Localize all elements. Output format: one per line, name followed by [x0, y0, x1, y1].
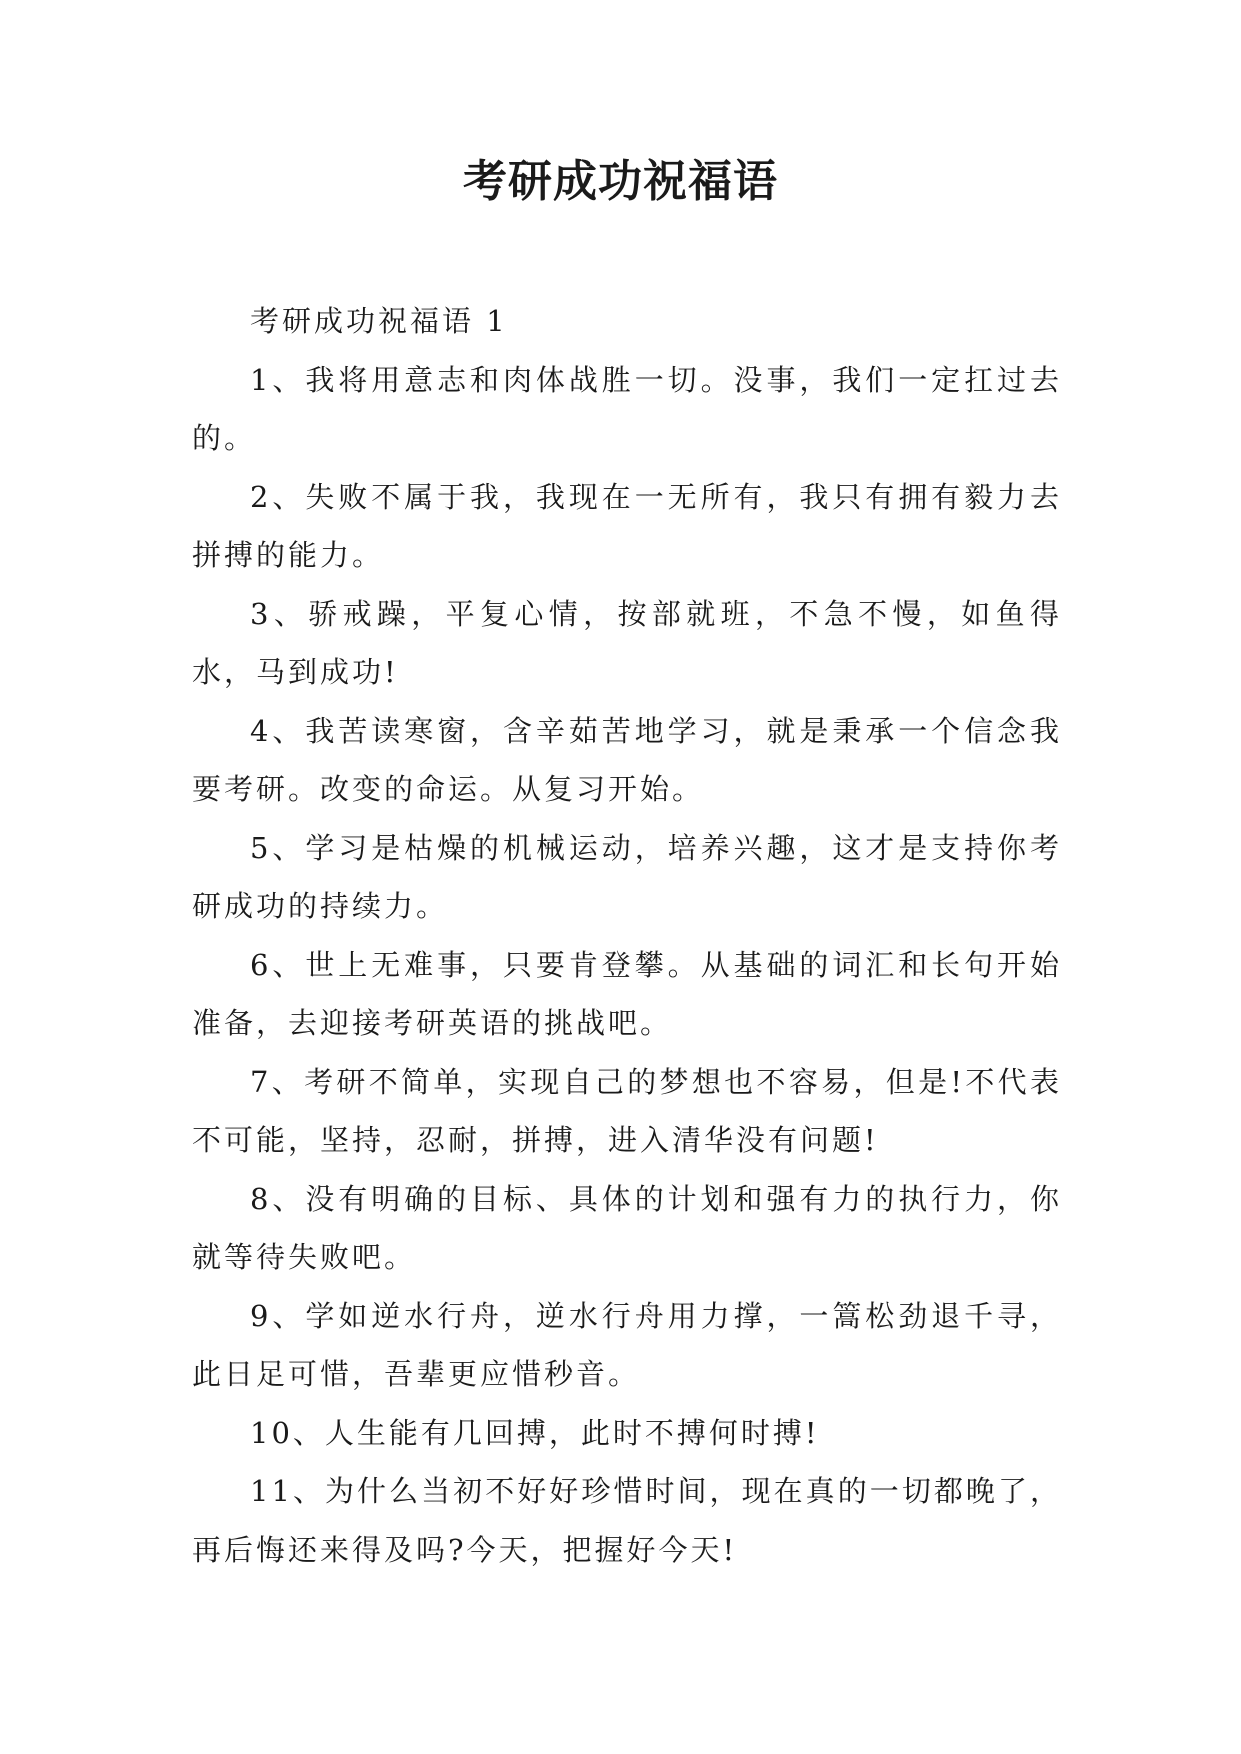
- paragraph-1: 1、我将用意志和肉体战胜一切。没事，我们一定扛过去的。: [192, 362, 1062, 455]
- paragraph-9: 9、学如逆水行舟，逆水行舟用力撑，一篙松劲退千寻，此日足可惜，吾辈更应惜秒音。: [192, 1298, 1062, 1391]
- section-heading: 考研成功祝福语 1: [250, 304, 508, 338]
- paragraph-2: 2、失败不属于我，我现在一无所有，我只有拥有毅力去拼搏的能力。: [192, 479, 1062, 572]
- document-title: 考研成功祝福语: [463, 156, 778, 207]
- paragraph-11: 11、为什么当初不好好珍惜时间，现在真的一切都晚了，再后悔还来得及吗?今天，把握好今天!: [192, 1474, 1062, 1567]
- paragraph-10: 10、人生能有几回搏，此时不搏何时搏!: [250, 1415, 820, 1450]
- document-body: [192, 292, 1062, 1579]
- paragraph-4: 4、我苦读寒窗，含辛茹苦地学习，就是秉承一个信念我要考研。改变的命运。从复习开始。: [192, 713, 1062, 806]
- paragraph-5: 5、学习是枯燥的机械运动，培养兴趣，这才是支持你考研成功的持续力。: [192, 830, 1062, 923]
- paragraph-8: 8、没有明确的目标、具体的计划和强有力的执行力，你就等待失败吧。: [192, 1181, 1062, 1274]
- paragraph-3: 3、骄戒躁，平复心情，按部就班，不急不慢，如鱼得水，马到成功!: [192, 596, 1062, 689]
- paragraph-6: 6、世上无难事，只要肯登攀。从基础的词汇和长句开始准备，去迎接考研英语的挑战吧。: [192, 947, 1062, 1040]
- paragraph-7: 7、考研不简单，实现自己的梦想也不容易，但是!不代表不可能，坚持，忍耐，拼搏，进入清华没有问题!: [192, 1064, 1062, 1157]
